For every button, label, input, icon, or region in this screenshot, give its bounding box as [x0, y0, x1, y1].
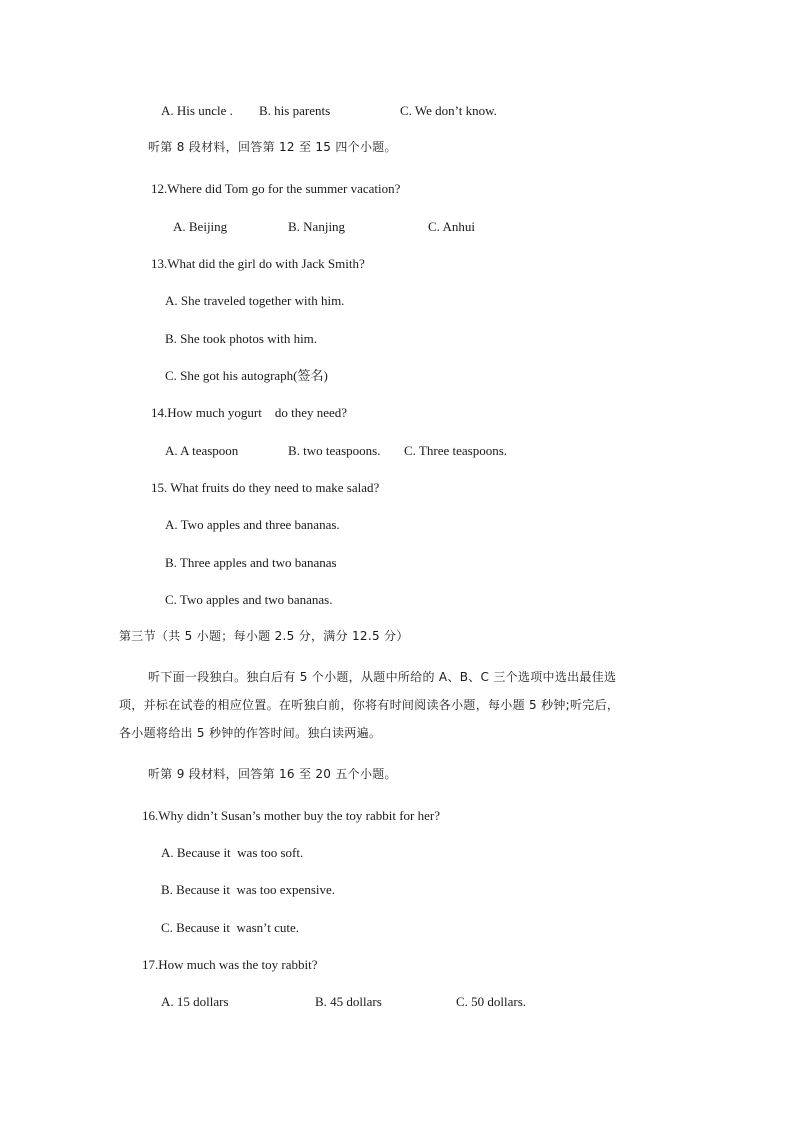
q17-option-a: A. 15 dollars — [161, 994, 229, 1009]
q14-option-c: C. Three teaspoons. — [404, 443, 508, 458]
section8-intro: 听第 8 段材料，回答第 12 至 15 四个小题。 — [148, 140, 397, 154]
q15-option-b: B. Three apples and two bananas — [165, 555, 337, 570]
section3-instructions-line2: 项，并标在试卷的相应位置。在听独白前，你将有时间阅读各小题，每小题 5 秒钟;听完后， — [119, 698, 620, 712]
q12-question: 12.Where did Tom go for the summer vacation? — [151, 181, 401, 196]
q14-question: 14.How much yogurt do they need? — [151, 405, 348, 420]
q13-question: 13.What did the girl do with Jack Smith? — [151, 256, 365, 271]
q11-option-c: C. We don’t know. — [400, 103, 497, 118]
q11-option-b: B. his parents — [259, 103, 331, 118]
q15-option-c: C. Two apples and two bananas. — [165, 592, 333, 607]
section3-instructions-line3: 各小题将给出 5 秒钟的作答时间。独白读两遍。 — [119, 726, 382, 740]
q15-option-a: A. Two apples and three bananas. — [165, 517, 340, 532]
q16-option-a: A. Because it was too soft. — [161, 845, 304, 860]
q12-option-a: A. Beijing — [173, 219, 228, 234]
q17-option-c: C. 50 dollars. — [456, 994, 527, 1009]
q13-option-b: B. She took photos with him. — [165, 331, 318, 346]
q13-option-a: A. She traveled together with him. — [165, 293, 345, 308]
section3-heading: 第三节（共 5 小题；每小题 2.5 分，满分 12.5 分） — [119, 629, 409, 643]
q12-option-c: C. Anhui — [428, 219, 475, 234]
q14-option-b: B. two teaspoons. — [288, 443, 381, 458]
q17-option-b: B. 45 dollars — [315, 994, 382, 1009]
q16-question: 16.Why didn’t Susan’s mother buy the toy rabbit for her? — [142, 808, 440, 823]
q11-option-a: A. His uncle . — [161, 103, 233, 118]
q16-option-c: C. Because it wasn’t cute. — [161, 920, 300, 935]
q16-option-b: B. Because it was too expensive. — [161, 882, 336, 897]
q15-question: 15. What fruits do they need to make salad? — [151, 480, 380, 495]
section3-instructions-line1: 听下面一段独白。独白后有 5 个小题，从题中所给的 A、B、C 三个选项中选出最佳选 — [148, 670, 617, 684]
q12-option-b: B. Nanjing — [288, 219, 346, 234]
q17-question: 17.How much was the toy rabbit? — [142, 957, 318, 972]
q14-option-a: A. A teaspoon — [165, 443, 239, 458]
section9-intro: 听第 9 段材料，回答第 16 至 20 五个小题。 — [148, 767, 397, 781]
q13-option-c: C. She got his autograph(签名) — [165, 368, 328, 383]
